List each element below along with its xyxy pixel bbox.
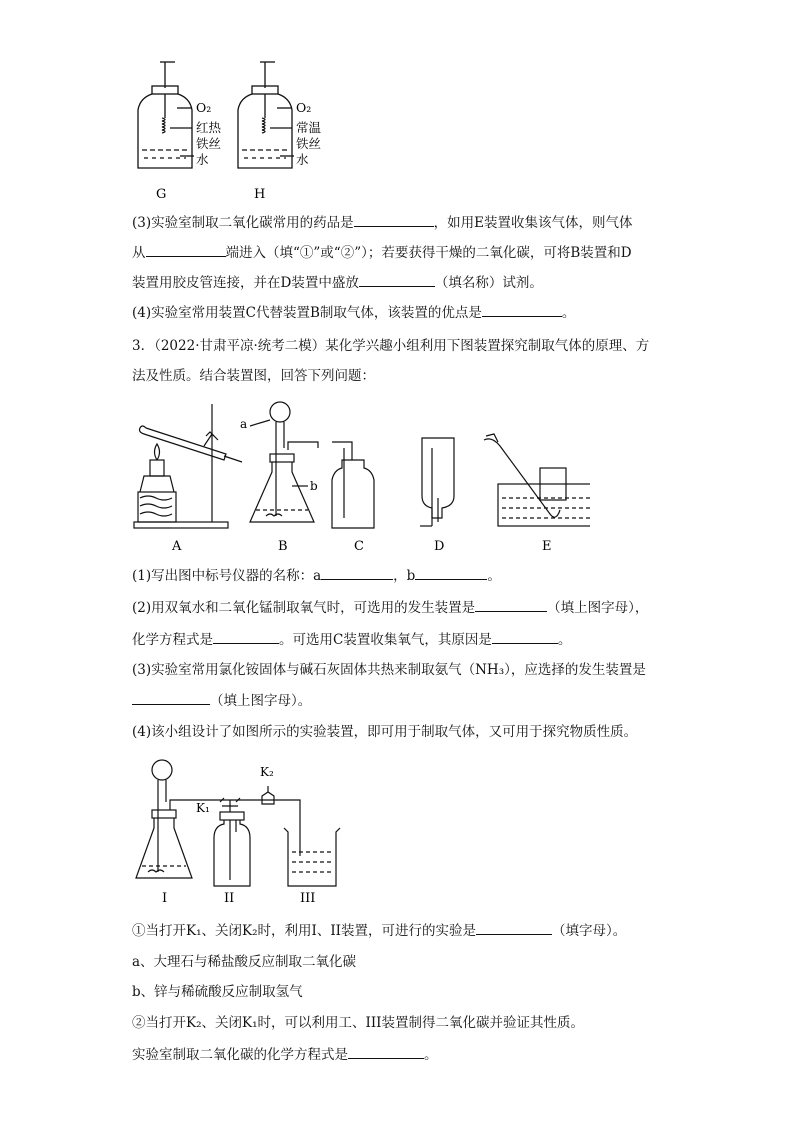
q3-line3: 装置用胶皮管连接，并在D装置中盛放 （填名称）试剂。 xyxy=(132,272,543,293)
p3-q4-blank-2[interactable] xyxy=(348,1044,424,1059)
figure-gh xyxy=(130,60,350,205)
caption-d: D xyxy=(434,539,445,554)
p3-q2-blank-1[interactable] xyxy=(475,597,547,612)
apparatus-c xyxy=(332,442,374,528)
p3-q1-blank-b[interactable] xyxy=(415,565,487,580)
caption-a: A xyxy=(172,539,182,554)
caption-e: E xyxy=(542,539,552,554)
p3-q3-blank[interactable] xyxy=(132,690,210,705)
p3-q2-line1: (2)用双氧水和二氧化锰制取氧气时，可选用的发生装置是 （填上图字母）， xyxy=(132,597,648,618)
p3-intro-1: 3．（2022·甘肃平凉·统考二模）某化学兴趣小组利用下图装置探究制取气体的原理、方 xyxy=(132,338,650,354)
p3-q1-blank-a[interactable] xyxy=(321,565,393,580)
k1-label: K₁ xyxy=(196,801,210,815)
caption-c: C xyxy=(354,539,364,554)
g-o2-label: O₂ xyxy=(196,100,212,115)
bottle-g xyxy=(138,62,194,168)
q3-line1: (3)实验室制取二氧化碳常用的药品是 ，如用E装置收集该气体，则气体 xyxy=(132,212,632,233)
p3-q4-sub1: ①当打开K₁、关闭K₂时，利用I、II装置，可进行的实验是 （填字母）。 xyxy=(132,920,626,941)
p3-q4-intro: (4)该小组设计了如图所示的实验装置，即可用于制取气体，又可用于探究物质性质。 xyxy=(132,724,638,740)
p3-q1: (1)写出图中标号仪器的名称：a ，b 。 xyxy=(132,565,501,586)
apparatus-d xyxy=(420,438,454,526)
caption-ii: II xyxy=(224,891,235,906)
figure-k1-k2 xyxy=(130,756,350,906)
apparatus-a xyxy=(134,404,242,528)
p3-q2-blank-2[interactable] xyxy=(213,629,279,644)
q3-blank-1[interactable] xyxy=(354,212,434,227)
p3-q3-line1: (3)实验室常用氯化铵固体与碱石灰固体共热来制取氨气（NH₃），应选择的发生装置是 xyxy=(132,662,646,678)
caption-iii: III xyxy=(300,891,316,906)
h-caption: H xyxy=(254,187,266,202)
beaker-iii xyxy=(284,828,340,886)
g-water-label: 水 xyxy=(196,152,209,167)
q4-line1: (4)实验室常用装置C代替装置B制取气体，该装置的优点是 。 xyxy=(132,302,575,323)
caption-b: B xyxy=(278,539,288,554)
apparatus-e xyxy=(484,434,590,526)
flask-i xyxy=(136,760,192,878)
h-o2-label: O₂ xyxy=(296,100,312,115)
figure-apparatus xyxy=(120,398,590,558)
q3-line2: 从 端进入（填“①”或“②”）；若要获得干燥的二氧化碳，可将B装置和D xyxy=(132,242,632,263)
p3-q4-sub2: ②当打开K₂、关闭K₁时，可以利用工、III装置制得二氧化碳并验证其性质。 xyxy=(132,1015,584,1031)
k2-label: K₂ xyxy=(260,765,274,779)
caption-i: I xyxy=(162,891,168,906)
q3-blank-3[interactable] xyxy=(359,272,435,287)
p3-q3-line2: （填上图字母）。 xyxy=(132,690,311,711)
bottle-ii xyxy=(214,798,250,886)
g-wire-label-2: 铁丝 xyxy=(196,136,222,151)
p3-intro-2: 法及性质。结合装置图，回答下列问题： xyxy=(132,368,375,384)
p3-q4-option-a: a、大理石与稀盐酸反应制取二氧化碳 xyxy=(132,954,357,970)
label-a-marker: a xyxy=(240,417,248,431)
g-wire-label-1: 红热 xyxy=(196,120,222,135)
q4-blank[interactable] xyxy=(482,302,562,317)
p3-q4-blank-1[interactable] xyxy=(476,920,552,935)
p3-q4-option-b: b、锌与稀硫酸反应制取氢气 xyxy=(132,984,303,1000)
p3-q2-blank-3[interactable] xyxy=(492,629,558,644)
h-wire-label-1: 常温 xyxy=(296,120,322,135)
delivery-tube xyxy=(170,800,300,856)
apparatus-b xyxy=(250,402,318,522)
q3-blank-2[interactable] xyxy=(146,242,226,257)
p3-q2-line2: 化学方程式是 。可选用C装置收集氧气，其原因是 。 xyxy=(132,629,571,650)
bottle-h xyxy=(238,62,294,168)
h-wire-label-2: 铁丝 xyxy=(296,136,322,151)
h-water-label: 水 xyxy=(296,152,309,167)
g-caption: G xyxy=(156,187,167,202)
p3-q4-sub3: 实验室制取二氧化碳的化学方程式是 。 xyxy=(132,1044,438,1065)
label-b-marker: b xyxy=(310,479,318,493)
